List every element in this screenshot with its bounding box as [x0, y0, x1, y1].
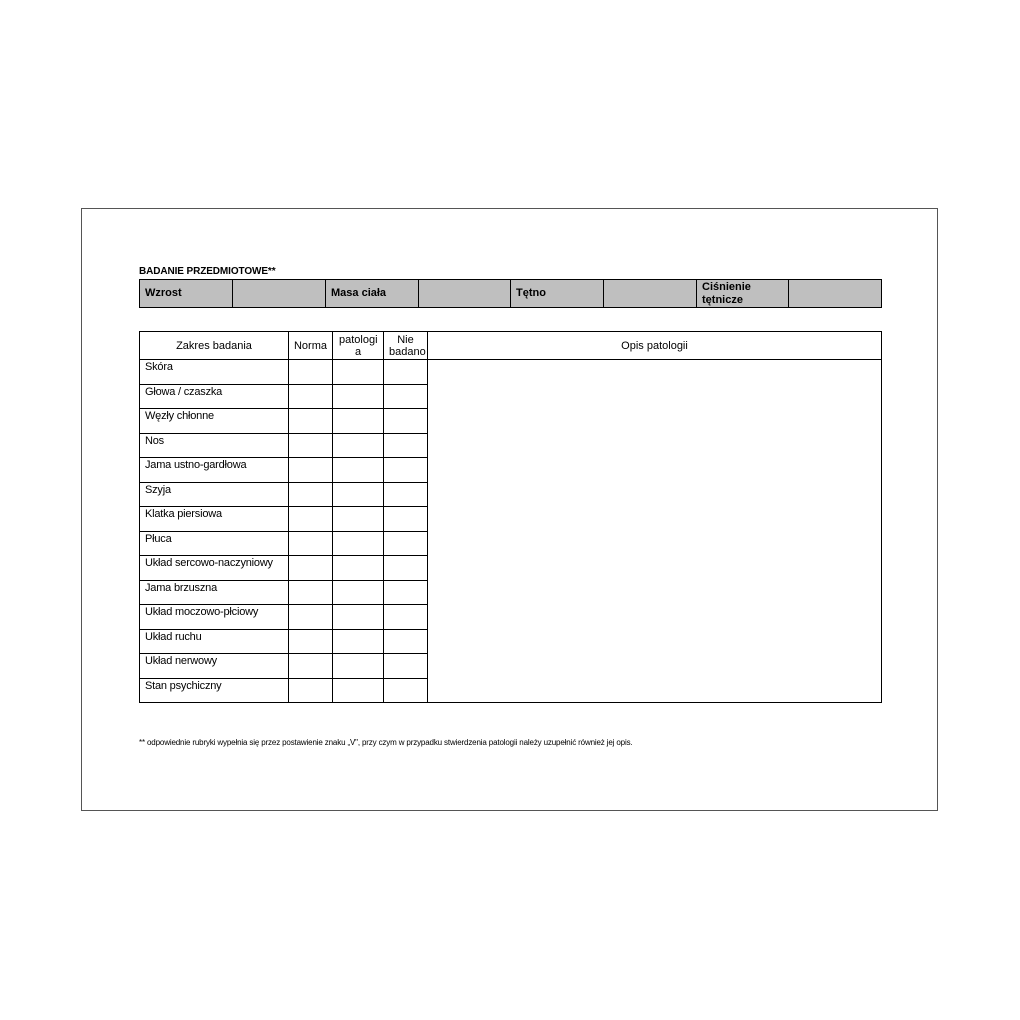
norm-checkbox-cell[interactable]	[289, 580, 333, 605]
pathology-checkbox-cell[interactable]	[333, 482, 384, 507]
not-examined-checkbox-cell[interactable]	[384, 482, 428, 507]
norm-checkbox-cell[interactable]	[289, 360, 333, 385]
exam-row-label: Jama brzuszna	[140, 580, 289, 605]
pathology-checkbox-cell[interactable]	[333, 580, 384, 605]
weight-label: Masa ciała	[326, 280, 419, 308]
not-examined-checkbox-cell[interactable]	[384, 654, 428, 679]
height-label: Wzrost	[140, 280, 233, 308]
header-scope: Zakres badania	[140, 332, 289, 360]
norm-checkbox-cell[interactable]	[289, 531, 333, 556]
exam-row-label: Węzły chłonne	[140, 409, 289, 434]
norm-checkbox-cell[interactable]	[289, 678, 333, 703]
header-norm: Norma	[289, 332, 333, 360]
table-row	[140, 360, 882, 385]
header-not-examined: Nie badano	[384, 332, 428, 360]
exam-table	[139, 331, 882, 703]
header-description: Opis patologii	[428, 332, 882, 360]
norm-checkbox-cell[interactable]	[289, 384, 333, 409]
not-examined-checkbox-cell[interactable]	[384, 629, 428, 654]
pathology-checkbox-cell[interactable]	[333, 433, 384, 458]
exam-row-label: Klatka piersiowa	[140, 507, 289, 532]
exam-row-label: Układ nerwowy	[140, 654, 289, 679]
not-examined-checkbox-cell[interactable]	[384, 360, 428, 385]
exam-row-label: Nos	[140, 433, 289, 458]
vitals-table	[139, 279, 882, 308]
exam-row-label: Płuca	[140, 531, 289, 556]
norm-checkbox-cell[interactable]	[289, 654, 333, 679]
not-examined-checkbox-cell[interactable]	[384, 433, 428, 458]
weight-field[interactable]	[419, 280, 511, 308]
pulse-field[interactable]	[604, 280, 697, 308]
exam-row-label: Szyja	[140, 482, 289, 507]
norm-checkbox-cell[interactable]	[289, 482, 333, 507]
pathology-checkbox-cell[interactable]	[333, 531, 384, 556]
pathology-checkbox-cell[interactable]	[333, 409, 384, 434]
not-examined-checkbox-cell[interactable]	[384, 678, 428, 703]
pathology-description-field[interactable]	[428, 360, 882, 703]
norm-checkbox-cell[interactable]	[289, 507, 333, 532]
not-examined-checkbox-cell[interactable]	[384, 531, 428, 556]
pathology-checkbox-cell[interactable]	[333, 507, 384, 532]
norm-checkbox-cell[interactable]	[289, 556, 333, 581]
norm-checkbox-cell[interactable]	[289, 629, 333, 654]
exam-table-body	[140, 360, 882, 703]
not-examined-checkbox-cell[interactable]	[384, 384, 428, 409]
blood-pressure-label: Ciśnienie tętnicze	[697, 280, 789, 308]
exam-row-label: Skóra	[140, 360, 289, 385]
norm-checkbox-cell[interactable]	[289, 605, 333, 630]
exam-row-label: Układ moczowo-płciowy	[140, 605, 289, 630]
not-examined-checkbox-cell[interactable]	[384, 580, 428, 605]
norm-checkbox-cell[interactable]	[289, 458, 333, 483]
blood-pressure-field[interactable]	[789, 280, 882, 308]
pulse-label: Tętno	[511, 280, 604, 308]
not-examined-checkbox-cell[interactable]	[384, 409, 428, 434]
not-examined-checkbox-cell[interactable]	[384, 507, 428, 532]
pathology-checkbox-cell[interactable]	[333, 458, 384, 483]
header-pathology: patologi a	[333, 332, 384, 360]
norm-checkbox-cell[interactable]	[289, 409, 333, 434]
pathology-checkbox-cell[interactable]	[333, 360, 384, 385]
height-field[interactable]	[233, 280, 326, 308]
pathology-checkbox-cell[interactable]	[333, 605, 384, 630]
pathology-checkbox-cell[interactable]	[333, 384, 384, 409]
exam-row-label: Jama ustno-gardłowa	[140, 458, 289, 483]
not-examined-checkbox-cell[interactable]	[384, 458, 428, 483]
pathology-checkbox-cell[interactable]	[333, 654, 384, 679]
not-examined-checkbox-cell[interactable]	[384, 605, 428, 630]
pathology-checkbox-cell[interactable]	[333, 629, 384, 654]
norm-checkbox-cell[interactable]	[289, 433, 333, 458]
section-title: BADANIE PRZEDMIOTOWE**	[139, 266, 276, 277]
exam-row-label: Głowa / czaszka	[140, 384, 289, 409]
exam-row-label: Stan psychiczny	[140, 678, 289, 703]
footnote: ** odpowiednie rubryki wypełnia się przez postawienie znaku „V", przy czym w przypadku stwierdzenia patologii należy uzupełnić również jej opis.	[139, 738, 633, 747]
not-examined-checkbox-cell[interactable]	[384, 556, 428, 581]
exam-row-label: Układ ruchu	[140, 629, 289, 654]
exam-row-label: Układ sercowo-naczyniowy	[140, 556, 289, 581]
pathology-checkbox-cell[interactable]	[333, 556, 384, 581]
pathology-checkbox-cell[interactable]	[333, 678, 384, 703]
